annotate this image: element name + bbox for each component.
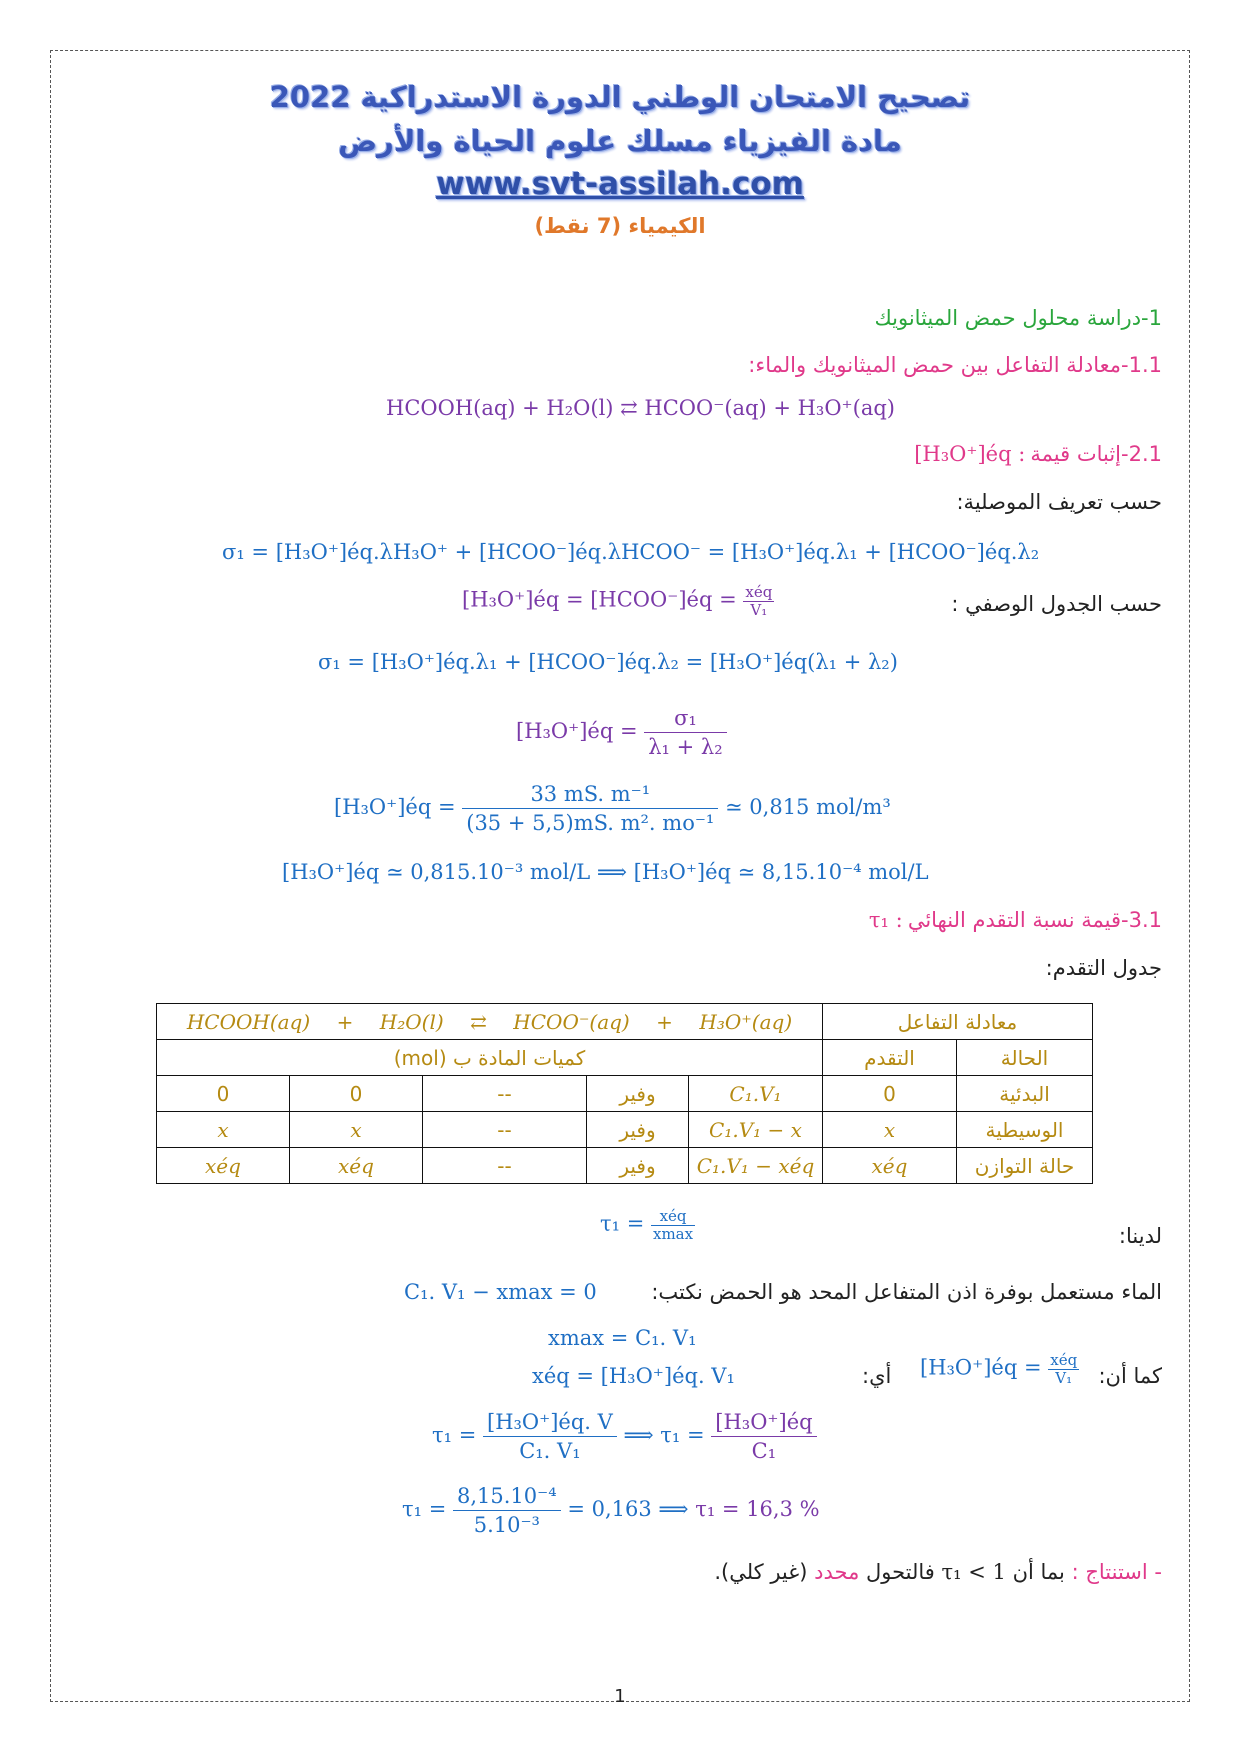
table-cell: x: [290, 1112, 423, 1148]
h3o-den: λ₁ + λ₂: [648, 735, 723, 760]
table-cell: xéq: [290, 1148, 423, 1184]
tau2-fraction-result: [711, 1410, 816, 1463]
conclusion-limited: محدد: [814, 1560, 860, 1584]
table-cell: xéq: [823, 1148, 957, 1184]
num-right: ≃ 0,815 mol/m³: [725, 795, 891, 820]
num-den: (35 + 5,5)mS. m². mo⁻¹: [466, 811, 715, 836]
question-2-1-text: 2.1-إثبات قيمة: [1030, 442, 1162, 466]
sigma-factored: σ₁ = [H₃O⁺]éq.λ₁ + [HCOO⁻]éq.λ₂ = [H₃O⁺]éq(λ₁ + λ₂): [318, 650, 898, 674]
tau2-left: τ₁ =: [432, 1423, 477, 1448]
table-cell: C₁.V₁: [689, 1076, 823, 1112]
table-cell: 0: [157, 1076, 290, 1112]
tau-fraction: [651, 1208, 695, 1242]
table-state-cell: البدئية: [957, 1076, 1093, 1112]
conclusion-not-total: (غير كلي).: [714, 1560, 808, 1584]
tau3-result: τ₁ = 16,3 %: [695, 1497, 820, 1522]
table-cell: C₁.V₁ − x: [689, 1112, 823, 1148]
h3o-num: σ₁: [644, 706, 726, 733]
table-cell: وفير: [587, 1112, 689, 1148]
table-equation-cell: [157, 1004, 823, 1040]
table-cell: 0: [290, 1076, 423, 1112]
question-2-1-symbol: [H₃O⁺]éq :: [914, 442, 1026, 466]
ie-label: أي:: [862, 1364, 892, 1388]
table-cell: وفير: [587, 1076, 689, 1112]
tau3-mid: = 0,163 ⟹: [567, 1497, 689, 1522]
tau2-den2: C₁: [751, 1439, 777, 1464]
progress-table: [156, 1003, 1093, 1184]
table-state-header: الحالة: [957, 1040, 1093, 1076]
table-equation-label: معادلة التفاعل: [823, 1004, 1093, 1040]
tau2-num2: [H₃O⁺]éq: [711, 1410, 816, 1437]
table-reference: حسب الجدول الوصفي :: [951, 592, 1162, 616]
conc-eq-left: [H₃O⁺]éq = [HCOO⁻]éq =: [462, 587, 737, 612]
conclusion: [714, 1560, 1162, 1584]
tau3-left: τ₁ =: [402, 1497, 447, 1522]
question-1-1: 1.1-معادلة التفاعل بين حمض الميثانويك والماء:: [748, 353, 1162, 377]
exam-title: تصحيح الامتحان الوطني الدورة الاستدراكية 2022: [269, 80, 971, 114]
table-state-cell: حالة التوازن: [957, 1148, 1093, 1184]
table-advancement-header: التقدم: [823, 1040, 957, 1076]
question-3-1-symbol: τ₁ :: [868, 908, 903, 932]
tau3-fraction: [453, 1484, 561, 1537]
numeric-application: [334, 782, 891, 835]
we-have-label: لدينا:: [1118, 1224, 1162, 1248]
plus-sign: +: [336, 1009, 354, 1034]
conc-eq-fraction: [743, 584, 774, 618]
species-hcoo: HCOO⁻(aq): [513, 1009, 630, 1034]
also-equation: [920, 1352, 1079, 1386]
section-title: الكيمياء (7 نقط): [534, 214, 706, 238]
tau-expression: [432, 1410, 817, 1463]
table-cell: --: [423, 1076, 587, 1112]
xeq-value: xéq = [H₃O⁺]éq. V₁: [532, 1364, 735, 1388]
num-fraction: [462, 782, 718, 835]
table-cell: x: [823, 1112, 957, 1148]
plus-sign: +: [656, 1009, 673, 1034]
tau2-mid: ⟹ τ₁ =: [623, 1423, 705, 1448]
also-den: V₁: [1055, 1368, 1073, 1387]
num-num: 33 mS. m⁻¹: [462, 782, 718, 809]
table-cell: C₁.V₁ − xéq: [689, 1148, 823, 1184]
table-cell: x: [157, 1112, 290, 1148]
table-row: [157, 1112, 1093, 1148]
conc-eq-den: V₁: [750, 600, 768, 619]
concentration-equality: [462, 584, 774, 618]
table-cell: 0: [823, 1076, 957, 1112]
conclusion-transformation: فالتحول: [866, 1560, 935, 1584]
also-num: xéq: [1050, 1351, 1078, 1369]
conclusion-label: - استنتاج :: [1071, 1560, 1162, 1584]
page-number: 1: [614, 1686, 626, 1707]
question-3-1-text: 3.1-قيمة نسبة التقدم النهائي: [907, 908, 1162, 932]
equilibrium-arrow: ⇄: [470, 1009, 487, 1034]
num-left: [H₃O⁺]éq =: [334, 795, 456, 820]
conductivity-definition: حسب تعريف الموصلية:: [956, 490, 1162, 514]
table-cell: وفير: [587, 1148, 689, 1184]
table-cell: --: [423, 1112, 587, 1148]
tau3-num: 8,15.10⁻⁴: [453, 1484, 561, 1511]
conclusion-since: بما أن: [1012, 1560, 1065, 1584]
table-row: [157, 1076, 1093, 1112]
tau2-num: [H₃O⁺]éq. V: [483, 1410, 617, 1437]
tau-left: τ₁ =: [600, 1211, 645, 1236]
tau-num: xéq: [651, 1208, 695, 1226]
species-water: H₂O(l): [379, 1009, 444, 1034]
table-quantity-header: كميات المادة ب (mol): [157, 1040, 823, 1076]
also-left: [H₃O⁺]éq =: [920, 1355, 1042, 1380]
tau3-den: 5.10⁻³: [473, 1513, 540, 1538]
progress-table-label: جدول التقدم:: [1045, 956, 1162, 980]
xmax-equation: C₁. V₁ − xmax = 0: [404, 1280, 597, 1304]
unit-conversion: [H₃O⁺]éq ≃ 0,815.10⁻³ mol/L ⟹ [H₃O⁺]éq ≃ 8,15.10⁻⁴ mol/L: [282, 860, 929, 884]
tau-definition: [600, 1208, 695, 1242]
table-cell: xéq: [157, 1148, 290, 1184]
tau2-fraction: [483, 1410, 617, 1463]
table-cell: --: [423, 1148, 587, 1184]
question-3-1: [869, 908, 1162, 932]
question-2-1: [914, 442, 1162, 466]
tau-numeric: [402, 1484, 820, 1537]
website-link[interactable]: www.svt-assilah.com: [436, 166, 804, 202]
conclusion-inequality: τ₁ < 1: [941, 1560, 1006, 1584]
reaction-equation: HCOOH(aq) + H₂O(l) ⇄ HCOO⁻(aq) + H₃O⁺(aq): [386, 396, 895, 420]
tau2-den: C₁. V₁: [519, 1439, 581, 1464]
part1-heading: 1-دراسة محلول حمض الميثانويك: [874, 306, 1162, 330]
species-h3o: H₃O⁺(aq): [699, 1009, 793, 1034]
sigma-definition: σ₁ = [H₃O⁺]éq.λH₃O⁺ + [HCOO⁻]éq.λHCOO⁻ = [H₃O⁺]éq.λ₁ + [HCOO⁻]éq.λ₂: [222, 540, 1040, 564]
h3o-fraction: [644, 706, 726, 759]
table-row: [157, 1148, 1093, 1184]
tau-den: xmax: [653, 1224, 694, 1243]
table-row: [157, 1004, 1093, 1040]
subject-title: مادة الفيزياء مسلك علوم الحياة والأرض: [338, 124, 902, 158]
h3o-left: [H₃O⁺]éq =: [516, 719, 638, 744]
xmax-value: xmax = C₁. V₁: [548, 1326, 697, 1350]
table-state-cell: الوسيطية: [957, 1112, 1093, 1148]
conc-eq-num: xéq: [745, 583, 773, 601]
also-fraction: [1048, 1352, 1079, 1386]
table-row: [157, 1040, 1093, 1076]
also-label: كما أن:: [1098, 1364, 1162, 1388]
h3o-formula: [516, 706, 727, 759]
species-hcooh: HCOOH(aq): [186, 1009, 311, 1034]
limiting-reagent-text: الماء مستعمل بوفرة اذن المتفاعل المحد هو الحمض نكتب:: [651, 1280, 1162, 1304]
